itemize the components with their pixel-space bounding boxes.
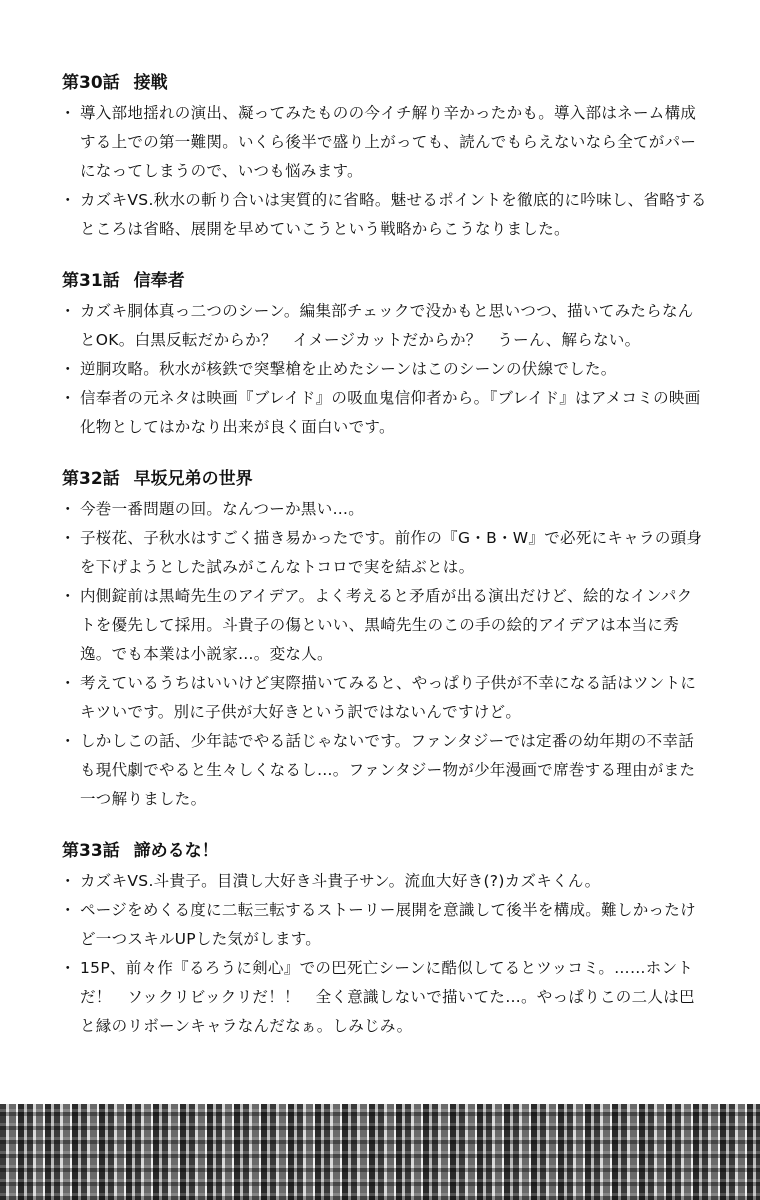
chapter-title: 接戦 bbox=[133, 73, 168, 93]
comment-list bbox=[58, 867, 708, 1041]
comment-item: ・ 信奉者の元ネタは映画『ブレイド』の吸血鬼信仰者から。『ブレイド』はアメコミの映画化物としてはかなり出来が良く面白いです。 bbox=[58, 384, 708, 442]
comment-item: ・ 考えているうちはいいけど実際描いてみると、やっぱり子供が不幸になる話はツントにキツいです。別に子供が大好きという訳ではないんですけど。 bbox=[58, 669, 708, 727]
comment-item: ・ 子桜花、子秋水はすごく描き易かったです。前作の『G・B・W』で必死にキャラの頭身を下げようとした試みがこんなトコロで実を結ぶとは。 bbox=[58, 524, 708, 582]
chapter-number: 第30話 bbox=[62, 73, 120, 93]
comment-list bbox=[58, 99, 708, 244]
chapter-title: 諦めるな！ bbox=[133, 841, 219, 861]
comment-item: ・ カズキ胴体真っ二つのシーン。編集部チェックで没かもと思いつつ、描いてみたらなんとOK。白黒反転だからか？ イメージカットだからか？ うーん、解らない。 bbox=[58, 297, 708, 355]
comment-item: ・ 逆胴攻略。秋水が核鉄で突撃槍を止めたシーンはこのシーンの伏線でした。 bbox=[58, 355, 708, 384]
chapter-section-32 bbox=[58, 464, 708, 814]
chapter-number: 第32話 bbox=[62, 469, 120, 489]
decorative-footer-pattern bbox=[0, 1104, 760, 1200]
chapter-number: 第33話 bbox=[62, 841, 120, 861]
chapter-title: 信奉者 bbox=[133, 271, 185, 291]
commentary-page bbox=[58, 68, 708, 1063]
chapter-number: 第31話 bbox=[62, 271, 120, 291]
chapter-title: 早坂兄弟の世界 bbox=[133, 469, 253, 489]
comment-list bbox=[58, 297, 708, 442]
chapter-heading bbox=[62, 266, 708, 291]
chapter-section-30 bbox=[58, 68, 708, 244]
comment-item: ・ ページをめくる度に二転三転するストーリー展開を意識して後半を構成。難しかったけど一つスキルUPした気がします。 bbox=[58, 896, 708, 954]
comment-list bbox=[58, 495, 708, 814]
comment-item: ・ カズキVS.秋水の斬り合いは実質的に省略。魅せるポイントを徹底的に吟味し、省略するところは省略、展開を早めていこうという戦略からこうなりました。 bbox=[58, 186, 708, 244]
comment-item: ・ 内側錠前は黒崎先生のアイデア。よく考えると矛盾が出る演出だけど、絵的なインパクトを優先して採用。斗貴子の傷といい、黒崎先生のこの手の絵的アイデアは本当に秀逸。でも本業は小説家…。変な人。 bbox=[58, 582, 708, 669]
comment-item: ・ しかしこの話、少年誌でやる話じゃないです。ファンタジーでは定番の幼年期の不幸話も現代劇でやると生々しくなるし…。ファンタジー物が少年漫画で席巻する理由がまた一つ解りました。 bbox=[58, 727, 708, 814]
chapter-heading bbox=[62, 68, 708, 93]
comment-item: ・ 導入部地揺れの演出、凝ってみたものの今イチ解り辛かったかも。導入部はネーム構成する上での第一難関。いくら後半で盛り上がっても、読んでもらえないなら全てがパーになってしまうので、いつも悩みます。 bbox=[58, 99, 708, 186]
comment-item: ・ 15P、前々作『るろうに剣心』での巴死亡シーンに酷似してるとツッコミ。……ホントだ！ ソックリビックリだ！！ 全く意識しないで描いてた…。やっぱりこの二人は巴と縁のリボーンキャラなんだなぁ。しみじみ。 bbox=[58, 954, 708, 1041]
comment-item: ・ 今巻一番問題の回。なんつーか黒い…。 bbox=[58, 495, 708, 524]
chapter-heading bbox=[62, 836, 708, 861]
chapter-heading bbox=[62, 464, 708, 489]
chapter-section-31 bbox=[58, 266, 708, 442]
comment-item: ・ カズキVS.斗貴子。目潰し大好き斗貴子サン。流血大好き(?)カズキくん。 bbox=[58, 867, 708, 896]
chapter-section-33 bbox=[58, 836, 708, 1041]
